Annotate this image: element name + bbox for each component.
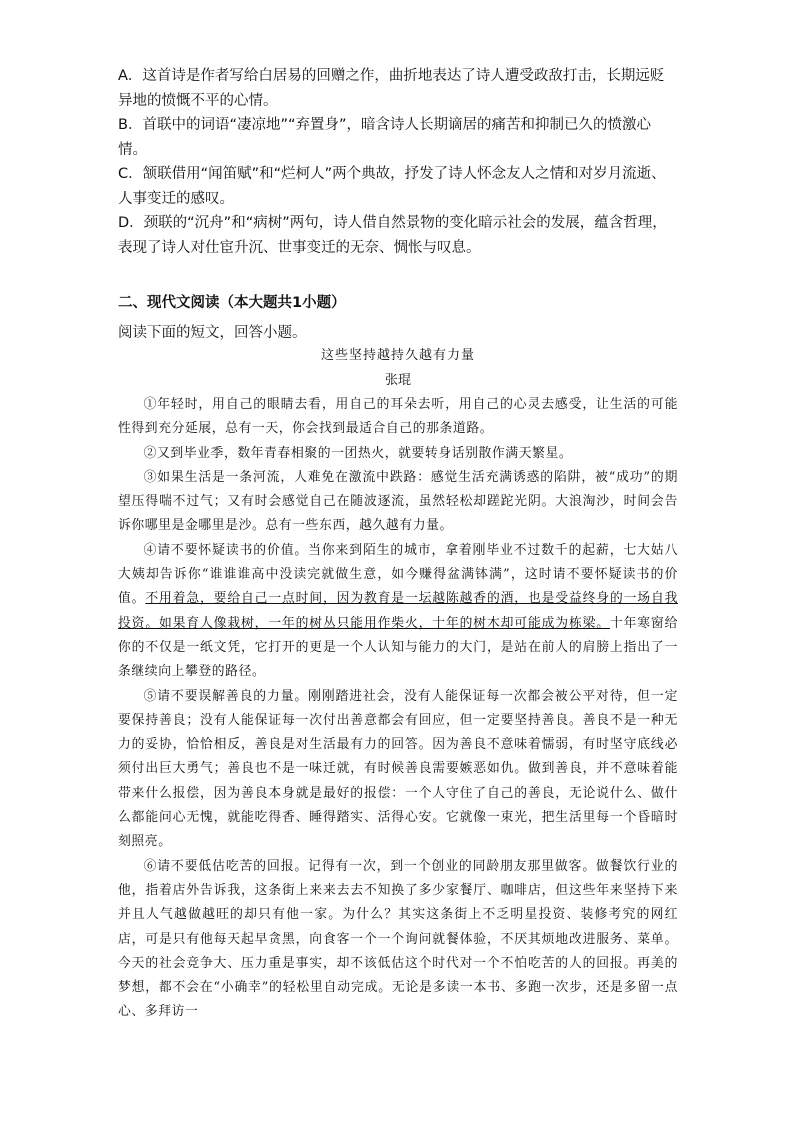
paragraph-4	[118, 539, 678, 685]
paragraph-3: ③如果生活是一条河流，人难免在激流中跌路：感觉生活充满诱惑的陷阱，被“成功”的期望压得喘不过气；又有时会感觉自己在随波逐流，虽然轻松却蹉跎光阴。大浪淘沙，时间会告诉你哪里是金哪里是沙。总有一些东西，越久越有力量。	[118, 469, 678, 534]
article-author: 张琨	[384, 373, 411, 388]
option-c[interactable]: C．颔联借用“闻笛赋”和“烂柯人”两个典故，抒发了诗人怀念友人之情和对岁月流逝、人事变迁的感叹。	[118, 166, 666, 207]
option-b[interactable]: B．首联中的词语“凄凉地”“弃置身”，暗含诗人长期谪居的痛苦和抑制已久的愤激心情。	[118, 117, 651, 158]
section-heading: 二、现代文阅读（本大题共1小题）	[118, 295, 346, 311]
option-d[interactable]: D．颈联的“沉舟”和“病树”两句，诗人借自然景物的变化暗示社会的发展，蕴含哲理，表现了诗人对仕宦升沉、世事变迁的无奈、惆怅与叹息。	[118, 215, 667, 256]
paragraph-2: ②又到毕业季，数年青春相聚的一团热火，就要转身话别散作满天繁星。	[143, 445, 573, 461]
option-a[interactable]: A．这首诗是作者写给白居易的回赠之作，曲折地表达了诗人遭受政敌打击，长期远贬异地的愤慨不平的心情。	[118, 68, 665, 109]
answer-options	[118, 64, 678, 260]
underlined-sentence: 不用着急，要给自己一点时间，因为教育是一坛越陈越香的酒，也是受益终身的一场自我投资。如果育人像栽树，一年的树丛只能用作柴火，十年的树木却可能成为栋梁。	[118, 591, 679, 631]
paragraph-6: ⑥请不要低估吃苦的回报。记得有一次，到一个创业的同龄朋友那里做客。做餐饮行业的他，指着店外告诉我，这条街上来来去去不知换了多少家餐厅、咖啡店，但这些年来坚持下来并且人气越做越旺的却只有他一家。为什么？其实这条街上不乏明星投资、装修考究的网红店，可是只有他每天起早贪黑，向食客一个一个询问就餐体验，不厌其烦地改进服务、菜单。今天的社会竞争大、压力重是事实，却不该低估这个时代对一个不怕吃苦的人的回报。再美的梦想，都不会在“小确幸”的轻松里自动完成。无论是多读一本书、多跑一次步，还是多留一点心、多拜访一	[118, 858, 678, 1020]
paragraph-4-intro: ④请不要怀疑读书的价值。当你来到陌生的城市，拿着刚毕业不过数千的起薪，七大姑八大姨却告诉你“谁谁谁高中没读完就做生意，如今赚得盆满钵满”，这时请不要怀疑读书的价值。	[118, 542, 678, 607]
article-title: 这些坚持越持久越有力量	[320, 348, 475, 363]
paragraph-1: ①年轻时，用自己的眼睛去看，用自己的耳朵去听，用自己的心灵去感受，让生活的可能性得到充分延展，总有一天，你会找到最适合自己的那条道路。	[118, 397, 678, 437]
article-body	[118, 393, 678, 1025]
paragraph-5: ⑤请不要误解善良的力量。刚刚踏进社会，没有人能保证每一次都会被公平对待，但一定要保持善良；没有人能保证每一次付出善意都会有回应，但一定要坚持善良。善良不是一种无力的妥协，恰恰相反，善良是对生活最有力的回答。因为善良不意味着懦弱，有时坚守底线必须付出巨大勇气；善良也不是一味迁就，有时候善良需要嫉恶如仇。做到善良，并不意味着能带来什么报偿，因为善良本身就是最好的报偿：一个人守住了自己的善良，无论说什么、做什么都能问心无愧，就能吃得香、睡得踏实、活得心安。它就像一束光，把生活里每一个昏暗时刻照亮。	[118, 688, 678, 850]
reading-instruction: 阅读下面的短文，回答小题。	[118, 325, 307, 341]
paragraph-4-end: 十年寒窗给你的不仅是一纸文凭，它打开的更是一个人认知与能力的大门，是站在前人的肩膀上指出了一条继续向上攀登的路径。	[118, 615, 678, 680]
